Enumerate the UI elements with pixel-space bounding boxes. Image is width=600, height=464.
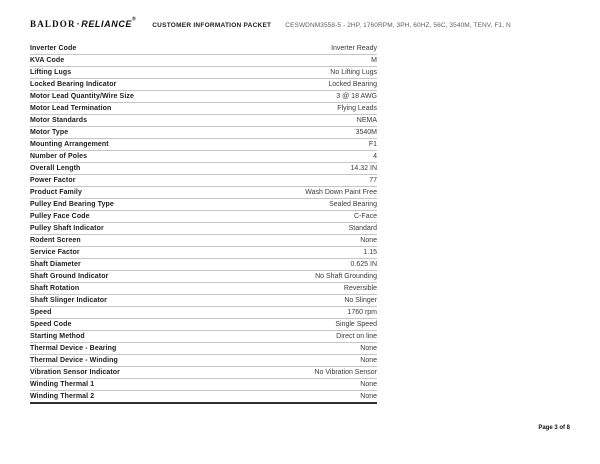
- spec-label: Pulley Shaft Indicator: [30, 225, 104, 232]
- spec-label: Motor Type: [30, 129, 69, 136]
- spec-row: [30, 211, 377, 223]
- spec-label: Starting Method: [30, 333, 85, 340]
- spec-label: Overall Length: [30, 165, 81, 172]
- spec-row: [30, 91, 377, 103]
- spec-row: [30, 223, 377, 235]
- spec-value: Single Speed: [335, 321, 377, 328]
- spec-row: [30, 115, 377, 127]
- spec-value: Reversible: [343, 285, 377, 292]
- spec-value: 3540M: [355, 129, 377, 136]
- spec-label: Shaft Diameter: [30, 261, 81, 268]
- spec-label: Service Factor: [30, 249, 80, 256]
- spec-row: [30, 247, 377, 259]
- spec-value: Wash Down Paint Free: [305, 189, 377, 196]
- spec-value: 1.15: [363, 249, 377, 256]
- spec-value: F1: [368, 141, 377, 148]
- spec-row: [30, 271, 377, 283]
- spec-label: Number of Poles: [30, 153, 88, 160]
- spec-row: [30, 391, 377, 402]
- spec-label: Winding Thermal 2: [30, 393, 95, 400]
- spec-value: No Slinger: [344, 297, 377, 304]
- registered-trademark-icon: ®: [132, 16, 137, 23]
- spec-row: [30, 379, 377, 391]
- spec-row: [30, 67, 377, 79]
- brand-baldor-text: BALDOR: [30, 19, 76, 29]
- spec-label: Rodent Screen: [30, 237, 81, 244]
- spec-value: No Vibration Sensor: [314, 369, 377, 376]
- spec-label: Thermal Device - Bearing: [30, 345, 117, 352]
- spec-label: Inverter Code: [30, 45, 77, 52]
- spec-row: [30, 175, 377, 187]
- spec-row: [30, 331, 377, 343]
- document-title: CUSTOMER INFORMATION PACKET: [152, 22, 272, 29]
- spec-value: 3 @ 18 AWG: [336, 93, 377, 100]
- brand-logo: [30, 14, 136, 32]
- spec-row: [30, 283, 377, 295]
- spec-label: Motor Lead Quantity/Wire Size: [30, 93, 134, 100]
- spec-row: [30, 319, 377, 331]
- spec-value: None: [360, 357, 377, 364]
- spec-row: [30, 307, 377, 319]
- spec-label: Pulley Face Code: [30, 213, 90, 220]
- spec-label: Motor Lead Termination: [30, 105, 112, 112]
- spec-label: Pulley End Bearing Type: [30, 201, 114, 208]
- spec-row: [30, 151, 377, 163]
- spec-value: None: [360, 381, 377, 388]
- spec-label: Mounting Arrangement: [30, 141, 109, 148]
- spec-label: Lifting Lugs: [30, 69, 72, 76]
- spec-value: Locked Bearing: [328, 81, 377, 88]
- page-number: Page 3 of 8: [538, 425, 570, 431]
- spec-label: Product Family: [30, 189, 82, 196]
- spec-value: No Lifting Lugs: [330, 69, 377, 76]
- spec-value: C-Face: [354, 213, 377, 220]
- spec-value: M: [371, 57, 377, 64]
- spec-label: Speed Code: [30, 321, 72, 328]
- brand-reliance-text: RELIANCE: [81, 19, 133, 29]
- header: [30, 14, 580, 32]
- spec-label: Vibration Sensor Indicator: [30, 369, 120, 376]
- spec-value: Inverter Ready: [331, 45, 377, 52]
- spec-row: [30, 55, 377, 67]
- product-description: CESWDNM3558-5 - 2HP, 1760RPM, 3PH, 60HZ, 56C, 3540M, TENV, F1, N: [285, 22, 511, 29]
- spec-label: Thermal Device - Winding: [30, 357, 118, 364]
- spec-value: Sealed Bearing: [329, 201, 377, 208]
- spec-row: [30, 103, 377, 115]
- spec-row: [30, 187, 377, 199]
- spec-value: Flying Leads: [337, 105, 377, 112]
- spec-label: Power Factor: [30, 177, 76, 184]
- spec-value: 4: [373, 153, 377, 160]
- spec-value: None: [360, 345, 377, 352]
- spec-label: Shaft Slinger Indicator: [30, 297, 107, 304]
- spec-label: Speed: [30, 309, 52, 316]
- spec-row: [30, 367, 377, 379]
- spec-value: Standard: [348, 225, 377, 232]
- spec-row: [30, 235, 377, 247]
- spec-row: [30, 139, 377, 151]
- spec-row: [30, 163, 377, 175]
- spec-value: 14.32 IN: [350, 165, 377, 172]
- spec-value: Direct on line: [336, 333, 377, 340]
- spec-value: 0.625 IN: [350, 261, 377, 268]
- spec-value: None: [360, 237, 377, 244]
- spec-row: [30, 79, 377, 91]
- spec-label: Winding Thermal 1: [30, 381, 95, 388]
- spec-value: None: [360, 393, 377, 400]
- brand-separator-dot: ·: [76, 19, 81, 29]
- spec-row: [30, 259, 377, 271]
- spec-row: [30, 43, 377, 55]
- spec-row: [30, 199, 377, 211]
- spec-value: NEMA: [356, 117, 377, 124]
- spec-row: [30, 355, 377, 367]
- spec-label: Shaft Rotation: [30, 285, 80, 292]
- spec-value: 1760 rpm: [347, 309, 377, 316]
- spec-label: Locked Bearing Indicator: [30, 81, 117, 88]
- spec-label: KVA Code: [30, 57, 65, 64]
- spec-label: Shaft Ground Indicator: [30, 273, 109, 280]
- spec-value: No Shaft Grounding: [315, 273, 377, 280]
- spec-label: Motor Standards: [30, 117, 88, 124]
- spec-value: 77: [369, 177, 377, 184]
- spec-table: [30, 43, 377, 404]
- spec-row: [30, 343, 377, 355]
- spec-row: [30, 127, 377, 139]
- spec-row: [30, 295, 377, 307]
